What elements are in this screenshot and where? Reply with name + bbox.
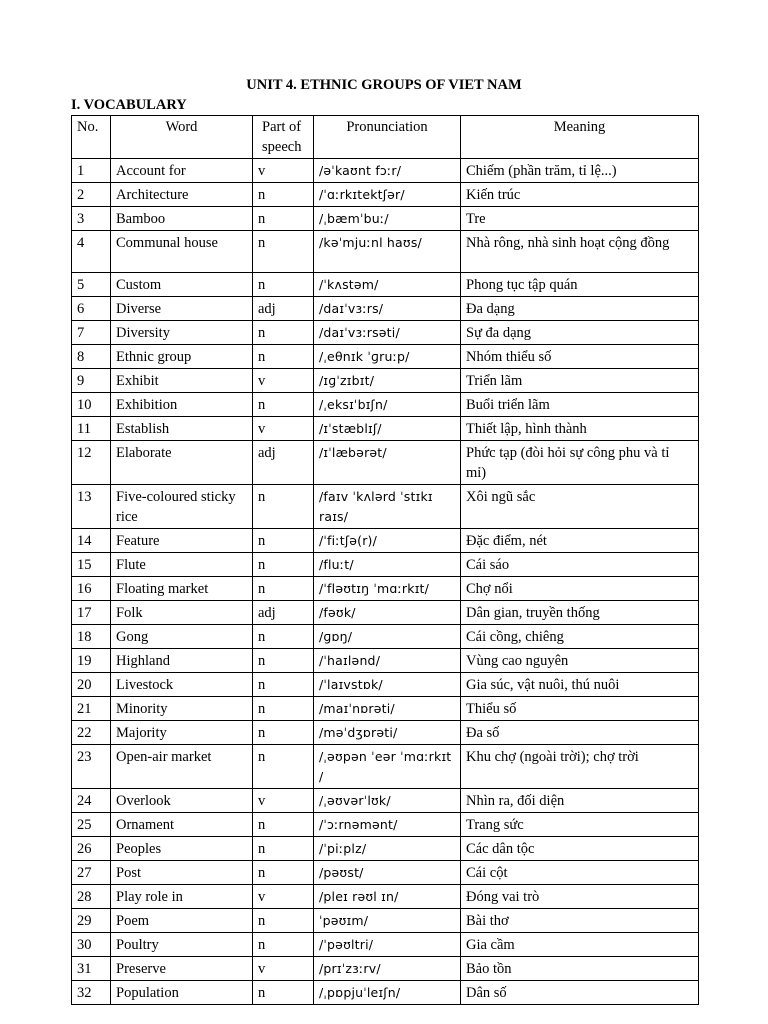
cell-meaning: Thiết lập, hình thành xyxy=(461,417,699,441)
cell-word: Feature xyxy=(111,529,253,553)
cell-meaning: Đặc điểm, nét xyxy=(461,529,699,553)
header-part-of-speech: Part of speech xyxy=(253,116,314,159)
cell-part-of-speech: v xyxy=(253,369,314,393)
cell-pronunciation: ˈpəʊɪm/ xyxy=(314,909,461,933)
cell-pronunciation: /ˌeksɪˈbɪʃn/ xyxy=(314,393,461,417)
cell-meaning: Đa số xyxy=(461,721,699,745)
cell-word: Livestock xyxy=(111,673,253,697)
cell-meaning: Buổi triển lãm xyxy=(461,393,699,417)
cell-no: 23 xyxy=(72,745,111,789)
cell-part-of-speech: v xyxy=(253,789,314,813)
cell-no: 11 xyxy=(72,417,111,441)
cell-word: Establish xyxy=(111,417,253,441)
cell-part-of-speech: adj xyxy=(253,297,314,321)
header-word: Word xyxy=(111,116,253,159)
cell-word: Exhibit xyxy=(111,369,253,393)
cell-pronunciation: /ˈpəʊltri/ xyxy=(314,933,461,957)
cell-word: Diversity xyxy=(111,321,253,345)
cell-word: Post xyxy=(111,861,253,885)
cell-part-of-speech: adj xyxy=(253,601,314,625)
cell-pronunciation: /maɪˈnɒrəti/ xyxy=(314,697,461,721)
cell-word: Play role in xyxy=(111,885,253,909)
table-row xyxy=(72,673,699,697)
cell-part-of-speech: n xyxy=(253,649,314,673)
cell-no: 14 xyxy=(72,529,111,553)
table-row xyxy=(72,697,699,721)
cell-pronunciation: /faɪv ˈkʌlərd ˈstɪkɪ raɪs/ xyxy=(314,485,461,529)
cell-part-of-speech: n xyxy=(253,393,314,417)
section-heading: I. VOCABULARY xyxy=(71,97,187,113)
cell-pronunciation: /ˈɑːrkɪtektʃər/ xyxy=(314,183,461,207)
header-no: No. xyxy=(72,116,111,159)
cell-meaning: Cái cột xyxy=(461,861,699,885)
cell-part-of-speech: n xyxy=(253,321,314,345)
cell-part-of-speech: n xyxy=(253,721,314,745)
table-header-row xyxy=(72,116,699,159)
cell-no: 12 xyxy=(72,441,111,485)
cell-meaning: Tre xyxy=(461,207,699,231)
cell-no: 19 xyxy=(72,649,111,673)
table-row xyxy=(72,529,699,553)
cell-word: Exhibition xyxy=(111,393,253,417)
cell-pronunciation: /ɪˈlæbərət/ xyxy=(314,441,461,485)
table-row xyxy=(72,789,699,813)
cell-word: Elaborate xyxy=(111,441,253,485)
cell-word: Account for xyxy=(111,159,253,183)
cell-pronunciation: /pəʊst/ xyxy=(314,861,461,885)
cell-no: 7 xyxy=(72,321,111,345)
cell-no: 22 xyxy=(72,721,111,745)
cell-no: 3 xyxy=(72,207,111,231)
cell-word: Open-air market xyxy=(111,745,253,789)
table-row xyxy=(72,393,699,417)
cell-pronunciation: /pleɪ rəʊl ɪn/ xyxy=(314,885,461,909)
table-row xyxy=(72,885,699,909)
cell-part-of-speech: n xyxy=(253,745,314,789)
cell-word: Five-coloured sticky rice xyxy=(111,485,253,529)
cell-pronunciation: /kəˈmjuːnl haʊs/ xyxy=(314,231,461,273)
cell-meaning: Phức tạp (đòi hỏi sự công phu và tỉ mỉ) xyxy=(461,441,699,485)
cell-no: 30 xyxy=(72,933,111,957)
table-row xyxy=(72,649,699,673)
cell-word: Floating market xyxy=(111,577,253,601)
cell-meaning: Bài thơ xyxy=(461,909,699,933)
cell-meaning: Gia súc, vật nuôi, thú nuôi xyxy=(461,673,699,697)
table-row xyxy=(72,721,699,745)
cell-word: Gong xyxy=(111,625,253,649)
cell-part-of-speech: n xyxy=(253,909,314,933)
cell-pronunciation: /ˈfləʊtɪŋ ˈmɑːrkɪt/ xyxy=(314,577,461,601)
cell-no: 10 xyxy=(72,393,111,417)
cell-meaning: Cái cồng, chiêng xyxy=(461,625,699,649)
table-row xyxy=(72,601,699,625)
cell-part-of-speech: n xyxy=(253,981,314,1005)
cell-no: 25 xyxy=(72,813,111,837)
cell-part-of-speech: n xyxy=(253,625,314,649)
table-row xyxy=(72,273,699,297)
cell-part-of-speech: n xyxy=(253,345,314,369)
cell-part-of-speech: n xyxy=(253,273,314,297)
cell-meaning: Chợ nổi xyxy=(461,577,699,601)
cell-no: 9 xyxy=(72,369,111,393)
cell-no: 17 xyxy=(72,601,111,625)
table-row xyxy=(72,441,699,485)
cell-pronunciation: /ˌeθnɪk ˈɡruːp/ xyxy=(314,345,461,369)
cell-meaning: Đa dạng xyxy=(461,297,699,321)
cell-no: 13 xyxy=(72,485,111,529)
cell-meaning: Nhóm thiểu số xyxy=(461,345,699,369)
cell-word: Architecture xyxy=(111,183,253,207)
cell-meaning: Gia cầm xyxy=(461,933,699,957)
cell-no: 27 xyxy=(72,861,111,885)
cell-meaning: Xôi ngũ sắc xyxy=(461,485,699,529)
cell-word: Majority xyxy=(111,721,253,745)
cell-no: 28 xyxy=(72,885,111,909)
cell-word: Folk xyxy=(111,601,253,625)
table-row xyxy=(72,297,699,321)
table-row xyxy=(72,345,699,369)
cell-meaning: Triển lãm xyxy=(461,369,699,393)
table-row xyxy=(72,577,699,601)
cell-no: 18 xyxy=(72,625,111,649)
cell-word: Ethnic group xyxy=(111,345,253,369)
cell-word: Custom xyxy=(111,273,253,297)
cell-part-of-speech: n xyxy=(253,837,314,861)
cell-pronunciation: /ˌəʊpən ˈeər ˈmɑːrkɪt / xyxy=(314,745,461,789)
cell-pronunciation: /ɡɒŋ/ xyxy=(314,625,461,649)
cell-no: 8 xyxy=(72,345,111,369)
cell-part-of-speech: n xyxy=(253,933,314,957)
cell-pronunciation: /fluːt/ xyxy=(314,553,461,577)
cell-no: 20 xyxy=(72,673,111,697)
table-row xyxy=(72,485,699,529)
cell-word: Ornament xyxy=(111,813,253,837)
cell-meaning: Nhà rông, nhà sinh hoạt cộng đồng xyxy=(461,231,699,273)
header-meaning: Meaning xyxy=(461,116,699,159)
cell-meaning: Nhìn ra, đối diện xyxy=(461,789,699,813)
cell-meaning: Các dân tộc xyxy=(461,837,699,861)
cell-no: 21 xyxy=(72,697,111,721)
cell-pronunciation: /daɪˈvɜːrsəti/ xyxy=(314,321,461,345)
cell-meaning: Kiến trúc xyxy=(461,183,699,207)
cell-meaning: Phong tục tập quán xyxy=(461,273,699,297)
cell-word: Communal house xyxy=(111,231,253,273)
cell-pronunciation: /ɪɡˈzɪbɪt/ xyxy=(314,369,461,393)
cell-part-of-speech: n xyxy=(253,673,314,697)
cell-no: 31 xyxy=(72,957,111,981)
table-row xyxy=(72,231,699,273)
cell-pronunciation: /ˌpɒpjuˈleɪʃn/ xyxy=(314,981,461,1005)
cell-part-of-speech: v xyxy=(253,957,314,981)
cell-meaning: Bảo tồn xyxy=(461,957,699,981)
cell-pronunciation: /ˈkʌstəm/ xyxy=(314,273,461,297)
table-row xyxy=(72,159,699,183)
cell-part-of-speech: n xyxy=(253,485,314,529)
cell-word: Poultry xyxy=(111,933,253,957)
cell-word: Population xyxy=(111,981,253,1005)
cell-word: Poem xyxy=(111,909,253,933)
cell-word: Peoples xyxy=(111,837,253,861)
table-row xyxy=(72,861,699,885)
cell-pronunciation: /ˈfiːtʃə(r)/ xyxy=(314,529,461,553)
cell-pronunciation: /ˈɔːrnəmənt/ xyxy=(314,813,461,837)
cell-no: 24 xyxy=(72,789,111,813)
header-pronunciation: Pronunciation xyxy=(314,116,461,159)
table-row xyxy=(72,981,699,1005)
cell-word: Highland xyxy=(111,649,253,673)
table-row xyxy=(72,837,699,861)
cell-pronunciation: /ɪˈstæblɪʃ/ xyxy=(314,417,461,441)
cell-no: 6 xyxy=(72,297,111,321)
cell-pronunciation: /əˈkaʊnt fɔːr/ xyxy=(314,159,461,183)
cell-part-of-speech: v xyxy=(253,417,314,441)
page-title: UNIT 4. ETHNIC GROUPS OF VIET NAM xyxy=(246,77,522,93)
cell-meaning: Đóng vai trò xyxy=(461,885,699,909)
cell-part-of-speech: n xyxy=(253,861,314,885)
cell-part-of-speech: n xyxy=(253,529,314,553)
cell-no: 1 xyxy=(72,159,111,183)
cell-part-of-speech: n xyxy=(253,553,314,577)
cell-no: 29 xyxy=(72,909,111,933)
cell-pronunciation: /ˌəʊvərˈlʊk/ xyxy=(314,789,461,813)
cell-part-of-speech: n xyxy=(253,231,314,273)
cell-pronunciation: /məˈdʒɒrəti/ xyxy=(314,721,461,745)
table-row xyxy=(72,207,699,231)
cell-pronunciation: /ˌbæmˈbuː/ xyxy=(314,207,461,231)
table-row xyxy=(72,183,699,207)
cell-meaning: Sự đa dạng xyxy=(461,321,699,345)
cell-pronunciation: /fəʊk/ xyxy=(314,601,461,625)
cell-part-of-speech: v xyxy=(253,885,314,909)
cell-pronunciation: /daɪˈvɜːrs/ xyxy=(314,297,461,321)
cell-meaning: Vùng cao nguyên xyxy=(461,649,699,673)
cell-word: Preserve xyxy=(111,957,253,981)
cell-meaning: Dân số xyxy=(461,981,699,1005)
table-row xyxy=(72,813,699,837)
cell-no: 2 xyxy=(72,183,111,207)
cell-no: 16 xyxy=(72,577,111,601)
cell-pronunciation: /ˈlaɪvstɒk/ xyxy=(314,673,461,697)
cell-part-of-speech: n xyxy=(253,577,314,601)
cell-meaning: Cái sáo xyxy=(461,553,699,577)
table-row xyxy=(72,369,699,393)
table-row xyxy=(72,417,699,441)
cell-no: 15 xyxy=(72,553,111,577)
vocabulary-table xyxy=(71,115,699,1005)
cell-pronunciation: /prɪˈzɜːrv/ xyxy=(314,957,461,981)
cell-no: 5 xyxy=(72,273,111,297)
table-row xyxy=(72,957,699,981)
table-row xyxy=(72,321,699,345)
cell-pronunciation: /ˈpiːplz/ xyxy=(314,837,461,861)
cell-pronunciation: /ˈhaɪlənd/ xyxy=(314,649,461,673)
table-row xyxy=(72,909,699,933)
cell-part-of-speech: n xyxy=(253,207,314,231)
cell-word: Flute xyxy=(111,553,253,577)
cell-no: 32 xyxy=(72,981,111,1005)
cell-meaning: Thiểu số xyxy=(461,697,699,721)
cell-word: Diverse xyxy=(111,297,253,321)
cell-word: Bamboo xyxy=(111,207,253,231)
cell-no: 26 xyxy=(72,837,111,861)
table-row xyxy=(72,933,699,957)
cell-meaning: Trang sức xyxy=(461,813,699,837)
cell-part-of-speech: v xyxy=(253,159,314,183)
cell-part-of-speech: n xyxy=(253,183,314,207)
cell-no: 4 xyxy=(72,231,111,273)
cell-meaning: Khu chợ (ngoài trời); chợ trời xyxy=(461,745,699,789)
cell-word: Minority xyxy=(111,697,253,721)
cell-part-of-speech: n xyxy=(253,697,314,721)
table-row xyxy=(72,553,699,577)
cell-meaning: Dân gian, truyền thống xyxy=(461,601,699,625)
cell-word: Overlook xyxy=(111,789,253,813)
cell-part-of-speech: n xyxy=(253,813,314,837)
cell-part-of-speech: adj xyxy=(253,441,314,485)
cell-meaning: Chiếm (phần trăm, tỉ lệ...) xyxy=(461,159,699,183)
table-row xyxy=(72,625,699,649)
table-row xyxy=(72,745,699,789)
